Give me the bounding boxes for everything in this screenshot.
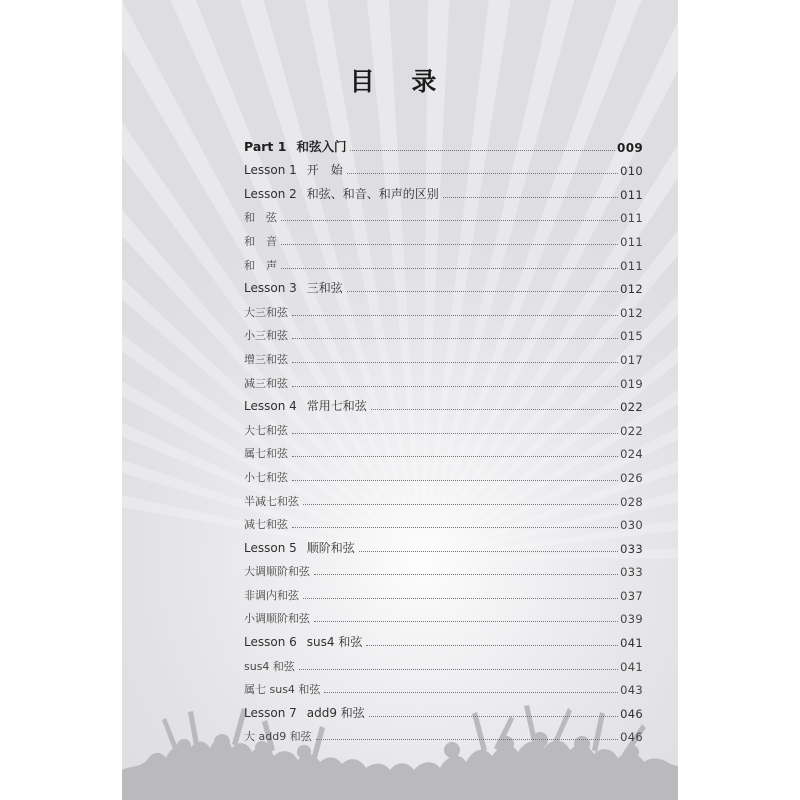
toc-entry-label — [244, 681, 322, 697]
dot-leader — [299, 669, 618, 670]
toc-page-number: 011 — [620, 258, 643, 273]
toc-subentry — [244, 225, 643, 249]
toc-entry-label — [244, 304, 290, 320]
dot-leader — [303, 504, 618, 505]
dot-leader — [292, 433, 618, 434]
toc-page-number: 046 — [620, 730, 643, 745]
toc-page-number: 041 — [620, 659, 643, 674]
toc-entry-title: 减三和弦 — [244, 376, 288, 390]
toc-page-number: 037 — [620, 588, 643, 603]
toc-lesson-entry — [244, 532, 643, 556]
dot-leader — [292, 527, 618, 528]
toc-entry-label — [244, 563, 312, 579]
toc-subentry — [244, 367, 643, 391]
toc-page-number: 022 — [620, 423, 643, 438]
toc-subentry — [244, 296, 643, 320]
toc-entry-title: 小调顺阶和弦 — [244, 612, 310, 626]
toc-lesson-entry — [244, 697, 643, 721]
toc-entry-label — [244, 375, 290, 391]
toc-entry-label — [244, 137, 348, 155]
dot-leader — [292, 386, 618, 387]
dot-leader — [281, 244, 618, 245]
toc-entry-number: Lesson 5 — [244, 540, 297, 555]
book-page — [122, 0, 678, 800]
toc-entry-label — [244, 257, 279, 273]
toc-page-number: 012 — [620, 305, 643, 320]
dot-leader — [281, 220, 618, 221]
toc-subentry — [244, 320, 643, 344]
toc-entry-title: 和 音 — [244, 234, 277, 248]
toc-page-number: 010 — [620, 164, 643, 179]
toc-subentry — [244, 579, 643, 603]
toc-entry-label — [244, 493, 301, 509]
dot-leader — [316, 739, 618, 740]
toc-page-number: 011 — [620, 211, 643, 226]
toc-page-number: 012 — [620, 282, 643, 297]
toc-entry-title: 属七 sus4 和弦 — [244, 683, 321, 697]
toc-lesson-entry — [244, 178, 643, 202]
toc-subentry — [244, 485, 643, 509]
toc-entry-number: Lesson 3 — [244, 281, 297, 296]
toc-entry-title: add9 和弦 — [306, 705, 365, 720]
toc-entry-title: 三和弦 — [306, 281, 343, 296]
dot-leader — [347, 173, 618, 174]
dot-leader — [281, 268, 618, 269]
toc-subentry — [244, 509, 643, 533]
toc-entry-number: Lesson 4 — [244, 399, 297, 414]
toc-entry-label — [244, 233, 279, 249]
toc-subentry — [244, 650, 643, 674]
toc-lesson-entry — [244, 626, 643, 650]
toc-page-number: 033 — [620, 541, 643, 556]
toc-subentry — [244, 438, 643, 462]
dot-leader — [292, 480, 618, 481]
toc-entry-label — [244, 587, 301, 603]
toc-entry-title: 小七和弦 — [244, 470, 288, 484]
toc-page-number: 043 — [620, 683, 643, 698]
toc-entry-label — [244, 397, 369, 414]
dot-leader — [443, 197, 618, 198]
toc-entry-label — [244, 327, 290, 343]
dot-leader — [292, 315, 618, 316]
dot-leader — [359, 551, 618, 552]
toc-entry-title: sus4 和弦 — [306, 635, 363, 650]
toc-entry-title: 大七和弦 — [244, 423, 288, 437]
toc-entry-label — [244, 610, 312, 626]
toc-subentry — [244, 721, 643, 745]
toc-page-number: 011 — [620, 234, 643, 249]
dot-leader — [314, 621, 618, 622]
toc-page-number: 019 — [620, 376, 643, 391]
toc-entry-title: 半减七和弦 — [244, 494, 299, 508]
toc-entry-label — [244, 445, 290, 461]
toc-page-number: 022 — [620, 400, 643, 415]
toc-page-number: 026 — [620, 470, 643, 485]
toc-entry-title: 顺阶和弦 — [306, 540, 355, 555]
toc-entry-title: 非调内和弦 — [244, 588, 299, 602]
table-of-contents — [244, 131, 643, 744]
toc-entry-number: Lesson 1 — [244, 163, 297, 178]
dot-leader — [303, 598, 618, 599]
toc-entry-label — [244, 658, 297, 674]
toc-entry-title: 大调顺阶和弦 — [244, 565, 310, 579]
toc-entry-title: 小三和弦 — [244, 329, 288, 343]
toc-entry-title: sus4 和弦 — [244, 659, 295, 673]
toc-entry-title: 和弦、和音、和声的区别 — [306, 186, 439, 201]
toc-entry-title: 和 声 — [244, 258, 277, 272]
toc-entry-label — [244, 539, 357, 556]
toc-entry-label — [244, 704, 367, 721]
toc-entry-title: 大三和弦 — [244, 305, 288, 319]
toc-entry-title: 常用七和弦 — [306, 399, 367, 414]
dot-leader — [369, 716, 618, 717]
toc-page-number: 039 — [620, 612, 643, 627]
toc-page-number: 011 — [620, 187, 643, 202]
toc-subentry — [244, 603, 643, 627]
toc-lesson-entry — [244, 155, 643, 179]
dot-leader — [366, 645, 618, 646]
dot-leader — [292, 456, 618, 457]
toc-subentry — [244, 461, 643, 485]
toc-subentry — [244, 249, 643, 273]
toc-entry-label — [244, 161, 345, 178]
toc-entry-number: Lesson 6 — [244, 635, 297, 650]
toc-entry-number: Lesson 7 — [244, 705, 297, 720]
toc-lesson-entry — [244, 391, 643, 415]
toc-page-number: 017 — [620, 352, 643, 367]
toc-entry-label — [244, 351, 290, 367]
toc-lesson-entry — [244, 273, 643, 297]
dot-leader — [314, 574, 618, 575]
toc-entry-label — [244, 469, 290, 485]
toc-entry-number: Part 1 — [244, 138, 287, 154]
toc-entry-label — [244, 209, 279, 225]
toc-entry-label — [244, 279, 345, 296]
page-title: 目 录 — [349, 67, 451, 96]
toc-page-number: 030 — [620, 518, 643, 533]
toc-subentry — [244, 202, 643, 226]
toc-subentry — [244, 674, 643, 698]
dot-leader — [347, 291, 618, 292]
toc-page-number: 028 — [620, 494, 643, 509]
toc-entry-label — [244, 422, 290, 438]
toc-page-number: 033 — [620, 565, 643, 580]
toc-subentry — [244, 414, 643, 438]
toc-entry-title: 和弦入门 — [296, 138, 347, 154]
toc-subentry — [244, 556, 643, 580]
toc-entry-label — [244, 633, 364, 650]
toc-page-number: 009 — [617, 140, 643, 155]
toc-page-number: 024 — [620, 447, 643, 462]
dot-leader — [371, 409, 618, 410]
toc-part-entry — [244, 131, 643, 155]
toc-entry-label — [244, 516, 290, 532]
toc-entry-number: Lesson 2 — [244, 186, 297, 201]
toc-entry-title: 和 弦 — [244, 211, 277, 225]
toc-page-number: 046 — [620, 706, 643, 721]
dot-leader — [292, 338, 618, 339]
toc-entry-title: 开 始 — [306, 163, 343, 178]
toc-entry-label — [244, 185, 441, 202]
toc-entry-title: 属七和弦 — [244, 447, 288, 461]
dot-leader — [350, 150, 615, 151]
toc-entry-title: 减七和弦 — [244, 518, 288, 532]
toc-entry-title: 增三和弦 — [244, 352, 288, 366]
toc-page-number: 041 — [620, 636, 643, 651]
toc-entry-title: 大 add9 和弦 — [244, 730, 312, 744]
toc-page-number: 015 — [620, 329, 643, 344]
dot-leader — [324, 692, 618, 693]
dot-leader — [292, 362, 618, 363]
toc-subentry — [244, 343, 643, 367]
toc-entry-label — [244, 728, 314, 744]
